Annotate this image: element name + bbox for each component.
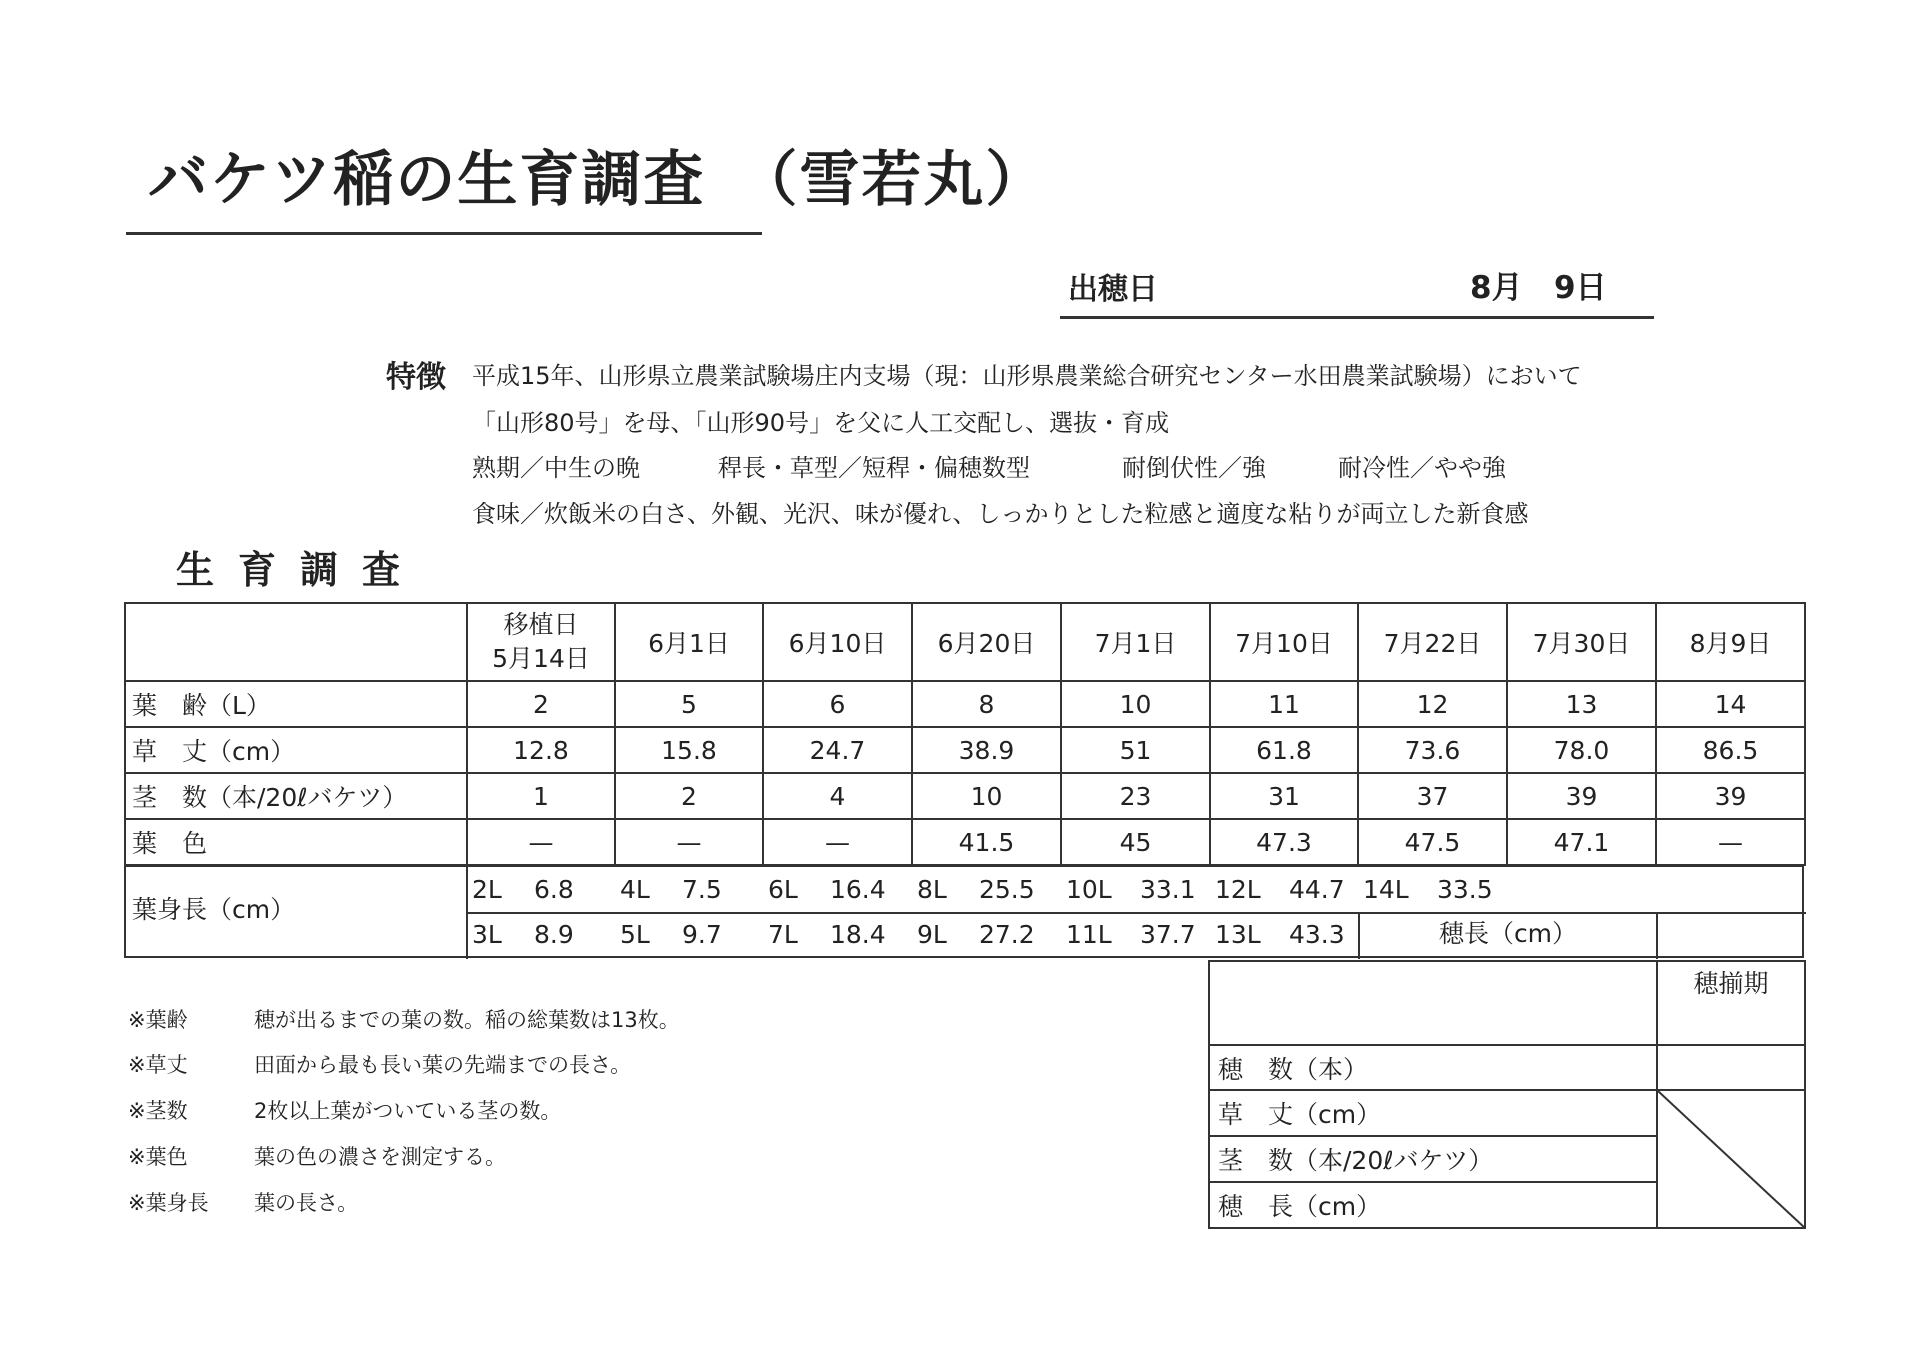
stage-label: 穂揃期 bbox=[1657, 961, 1805, 1045]
leaf-length-value: 16.4 bbox=[830, 875, 886, 904]
features-line-parents: 「山形80号」を母、「山形90号」を父に人工交配し、選抜・育成 bbox=[472, 409, 1170, 437]
leaf-length-item bbox=[768, 917, 886, 953]
leaf-length-item bbox=[620, 917, 722, 953]
table-cell: 2 bbox=[615, 773, 763, 819]
title-underline bbox=[126, 232, 762, 235]
table-cell: 39 bbox=[1656, 773, 1805, 819]
table-cell: 10 bbox=[912, 773, 1061, 819]
row-label: 草 丈（cm） bbox=[125, 727, 467, 773]
leaf-length-block bbox=[124, 864, 1804, 958]
features-line-origin: 平成15年、山形県立農業試験場庄内支場（現：山形県農業総合研究センター水田農業試験場）において bbox=[472, 362, 1582, 390]
table-cell: 78.0 bbox=[1507, 727, 1656, 773]
leaf-number: 14L bbox=[1363, 875, 1409, 904]
leaf-row-divider bbox=[466, 912, 1806, 914]
leaf-length-value: 33.1 bbox=[1140, 875, 1196, 904]
leaf-length-value: 18.4 bbox=[830, 920, 886, 949]
note-item: ※葉齢 穂が出るまでの葉の数。稲の総葉数は13枚。 bbox=[128, 1008, 680, 1032]
header-date: 移植日 5月14日 bbox=[467, 603, 615, 681]
table-row bbox=[125, 727, 1805, 773]
features-line-taste: 食味／炊飯米の白さ、外観、光沢、味が優れ、しっかりとした粒感と適度な粘りが両立した新食感 bbox=[472, 500, 1529, 528]
ear-length-label: 穂長（cm） bbox=[1438, 919, 1578, 948]
note-item: ※草丈 田面から最も長い葉の先端までの長さ。 bbox=[128, 1053, 632, 1077]
growth-table bbox=[124, 602, 1806, 866]
header-date: 6月20日 bbox=[912, 603, 1061, 681]
header-date: 7月22日 bbox=[1358, 603, 1507, 681]
header-date: 6月1日 bbox=[615, 603, 763, 681]
row-label: 草 丈（cm） bbox=[1209, 1090, 1657, 1136]
row-label: 茎 数（本/20ℓバケツ） bbox=[1209, 1136, 1657, 1182]
leaf-length-value: 44.7 bbox=[1289, 875, 1345, 904]
table-cell: 11 bbox=[1210, 681, 1358, 727]
table-cell: 1 bbox=[467, 773, 615, 819]
table-cell: 47.1 bbox=[1507, 819, 1656, 865]
table-cell: 41.5 bbox=[912, 819, 1061, 865]
table-cell: 15.8 bbox=[615, 727, 763, 773]
leaf-length-item bbox=[917, 872, 1035, 908]
leaf-length-value: 6.8 bbox=[534, 875, 574, 904]
table-cell: 31 bbox=[1210, 773, 1358, 819]
trait-maturity: 熟期／中生の晩 bbox=[472, 454, 640, 482]
leaf-length-item bbox=[1066, 917, 1196, 953]
section-heading: 生育調査 bbox=[176, 548, 425, 592]
heading-date-month: 8月 bbox=[1470, 270, 1523, 306]
table-cell: 38.9 bbox=[912, 727, 1061, 773]
trait-lodging: 耐倒伏性／強 bbox=[1122, 454, 1266, 482]
table-row bbox=[125, 681, 1805, 727]
leaf-number: 7L bbox=[768, 920, 798, 949]
leaf-length-value: 43.3 bbox=[1289, 920, 1345, 949]
leaf-number: 13L bbox=[1215, 920, 1261, 949]
table-cell bbox=[1657, 1045, 1805, 1090]
table-row bbox=[1209, 961, 1805, 1045]
heading-date-label: 出穂日 bbox=[1068, 272, 1158, 307]
trait-plant-type: 稈長・草型／短稈・偏穂数型 bbox=[718, 454, 1030, 482]
leaf-number: 8L bbox=[917, 875, 947, 904]
header-date: 6月10日 bbox=[763, 603, 912, 681]
table-row bbox=[125, 819, 1805, 865]
note-item: ※葉色 葉の色の濃さを測定する。 bbox=[128, 1145, 506, 1169]
trait-cold: 耐冷性／やや強 bbox=[1338, 454, 1506, 482]
leaf-number: 12L bbox=[1215, 875, 1261, 904]
leaf-length-value: 9.7 bbox=[682, 920, 722, 949]
table-cell: 39 bbox=[1507, 773, 1656, 819]
row-label: 穂 数（本） bbox=[1209, 1045, 1657, 1090]
note-item: ※葉身長 葉の長さ。 bbox=[128, 1191, 359, 1215]
table-cell: 86.5 bbox=[1656, 727, 1805, 773]
leaf-number: 6L bbox=[768, 875, 798, 904]
table-cell: 10 bbox=[1061, 681, 1210, 727]
leaf-length-value: 25.5 bbox=[979, 875, 1035, 904]
table-row bbox=[1209, 1090, 1805, 1136]
header-corner bbox=[125, 603, 467, 681]
table-row bbox=[125, 773, 1805, 819]
leaf-length-item bbox=[768, 872, 886, 908]
row-label: 葉 色 bbox=[125, 819, 467, 865]
header-date: 8月9日 bbox=[1656, 603, 1805, 681]
table-row bbox=[1209, 1045, 1805, 1090]
table-cell: — bbox=[763, 819, 912, 865]
leaf-length-item bbox=[1363, 872, 1493, 908]
leaf-length-value: 7.5 bbox=[682, 875, 722, 904]
leaf-length-item bbox=[1215, 917, 1345, 953]
note-item: ※茎数 2枚以上葉がついている茎の数。 bbox=[128, 1099, 562, 1123]
table-cell: 4 bbox=[763, 773, 912, 819]
heading-date-day: 9日 bbox=[1554, 270, 1607, 306]
table-cell: 6 bbox=[763, 681, 912, 727]
table-cell: 23 bbox=[1061, 773, 1210, 819]
page-title: バケツ稲の生育調査 （雪若丸） bbox=[148, 145, 1048, 215]
blank-cell bbox=[1209, 961, 1657, 1045]
leaf-number: 10L bbox=[1066, 875, 1112, 904]
row-label: 穂 長（cm） bbox=[1209, 1182, 1657, 1228]
table-cell: 12 bbox=[1358, 681, 1507, 727]
table-cell: 51 bbox=[1061, 727, 1210, 773]
heading-date-underline bbox=[1060, 316, 1654, 319]
header-date: 7月30日 bbox=[1507, 603, 1656, 681]
leaf-number: 4L bbox=[620, 875, 650, 904]
leaf-number: 2L bbox=[472, 875, 502, 904]
leaf-length-item bbox=[472, 872, 574, 908]
leaf-number: 11L bbox=[1066, 920, 1112, 949]
leaf-length-value: 37.7 bbox=[1140, 920, 1196, 949]
table-cell: 61.8 bbox=[1210, 727, 1358, 773]
leaf-length-item bbox=[917, 917, 1035, 953]
table-cell: 13 bbox=[1507, 681, 1656, 727]
table-cell: 5 bbox=[615, 681, 763, 727]
table-cell: 2 bbox=[467, 681, 615, 727]
leaf-length-value: 27.2 bbox=[979, 920, 1035, 949]
row-label: 茎 数（本/20ℓバケツ） bbox=[125, 773, 467, 819]
leaf-length-item bbox=[472, 917, 574, 953]
leaf-length-value: 8.9 bbox=[534, 920, 574, 949]
features-label: 特徴 bbox=[386, 360, 446, 395]
table-cell: 8 bbox=[912, 681, 1061, 727]
table-cell: 24.7 bbox=[763, 727, 912, 773]
heading-stage-table bbox=[1208, 960, 1806, 1229]
table-cell: 12.8 bbox=[467, 727, 615, 773]
row-label: 葉 齢（L） bbox=[125, 681, 467, 727]
leaf-number: 3L bbox=[472, 920, 502, 949]
leaf-number: 9L bbox=[917, 920, 947, 949]
leaf-number: 5L bbox=[620, 920, 650, 949]
ear-length-right-border bbox=[1656, 912, 1658, 959]
table-cell: 47.5 bbox=[1358, 819, 1507, 865]
table-cell: 45 bbox=[1061, 819, 1210, 865]
leaf-length-value: 33.5 bbox=[1437, 875, 1493, 904]
leaf-length-label: 葉身長（cm） bbox=[132, 895, 296, 924]
diagonal-cell bbox=[1657, 1090, 1805, 1228]
table-cell: — bbox=[467, 819, 615, 865]
diagonal-line bbox=[1658, 1091, 1805, 1228]
leaf-length-item bbox=[620, 872, 722, 908]
header-date: 7月1日 bbox=[1061, 603, 1210, 681]
leaf-length-item bbox=[1066, 872, 1196, 908]
leaf-length-item bbox=[1215, 872, 1345, 908]
table-cell: — bbox=[1656, 819, 1805, 865]
table-header-row bbox=[125, 603, 1805, 681]
table-cell: — bbox=[615, 819, 763, 865]
table-cell: 47.3 bbox=[1210, 819, 1358, 865]
header-date: 7月10日 bbox=[1210, 603, 1358, 681]
table-cell: 37 bbox=[1358, 773, 1507, 819]
table-cell: 14 bbox=[1656, 681, 1805, 727]
table-cell: 73.6 bbox=[1358, 727, 1507, 773]
